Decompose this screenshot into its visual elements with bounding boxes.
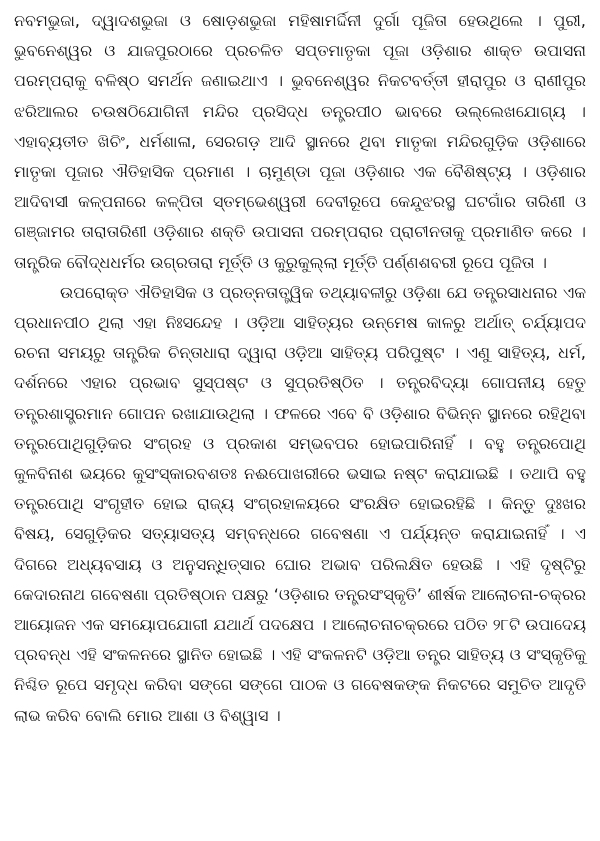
paragraph-2: ଉପରୋକ୍ତ ଐତିହାସିକ ଓ ପ୍ରତ୍ନତାତ୍ତ୍ୱିକ ତଥ୍ୟାବଳୀରୁ ଓଡ଼ିଶା ଯେ ତନ୍ତ୍ରସାଧନାର ଏକ ପ୍ରଧାନପୀଠ ଥିଲା ଏହା ନିଃସନ୍ଦେହ । ଓଡ଼ିଆ ସାହିତ୍ୟର ଉନ୍ମେଷ କାଳରୁ ଅର୍ଥାତ୍ ଚର୍ଯ୍ୟାପଦ ରଚନା ସମୟରୁ ତାନ୍ତ୍ରିକ ଚିନ୍ତାଧାରା ଦ୍ୱାରା ଓଡ଼ିଆ ସାହିତ୍ୟ ପରିପୁଷ୍ଟ । ଏଣୁ ସାହିତ୍ୟ, ଧର୍ମ, ଦର୍ଶନରେ ଏହାର ପ୍ରଭାବ ସୁସ୍ପଷ୍ଟ ଓ ସୁପ୍ରତିଷ୍ଠିତ । ତନ୍ତ୍ରବିଦ୍ୟା ଗୋପନୀୟ ହେତୁ ତନ୍ତ୍ରଶାସ୍ତ୍ରମାନ ଗୋପନ ରଖାଯାଉଥିଲା । ଫଳରେ ଏବେ ବି ଓଡ଼ିଶାର ବିଭିନ୍ନ ସ୍ଥାନରେ ରହିଥିବା ତନ୍ତ୍ରପୋଥିଗୁଡ଼ିକର ସଂଗ୍ରହ ଓ ପ୍ରକାଶ ସମ୍ଭବପର ହୋଇପାରିନାହିଁ । ବହୁ ତନ୍ତ୍ରପୋଥି କୁଳବିନାଶ ଭୟରେ କୁସଂସ୍କାରବଶତଃ ନଈପୋଖରୀରେ ଭସାଇ ନଷ୍ଟ କରାଯାଇଛି । ତଥାପି ବହୁ ତନ୍ତ୍ରପୋଥି ସଂଗୃହୀତ ହୋଇ ରାଜ୍ୟ ସଂଗ୍ରହାଳୟରେ ସଂରକ୍ଷିତ ହୋଇରହିଛି । କିନ୍ତୁ ଦୁଃଖର ବିଷୟ, ସେଗୁଡ଼ିକର ସତ୍ୟାସତ୍ୟ ସମ୍ବନ୍ଧରେ ଗବେଷଣା ଏ ପର୍ଯ୍ୟନ୍ତ କରାଯାଇନାହିଁ । ଏ ଦିଗରେ ଅଧ୍ୟବସାୟ ଓ ଅନୁସନ୍ଧିତ୍ସାର ଘୋର ଅଭାବ ପରିଲକ୍ଷିତ ହେଉଛି । ଏହି ଦୃଷ୍ଟିରୁ କେଦାରନାଥ ଗବେଷଣା ପ୍ରତିଷ୍ଠାନ ପକ୍ଷରୁ ‘ଓଡ଼ିଶାର ତନ୍ତ୍ରସଂସ୍କୃତି’ ଶୀର୍ଷକ ଆଲୋଚନା-ଚକ୍ରର ଆୟୋଜନ ଏକ ସମୟୋପଯୋଗୀ ଯଥାର୍ଥ ପଦକ୍ଷେପ । ଆଲୋଚନାଚକ୍ରରେ ପଠିତ ୨୮ଟି ଉପାଦେୟ ପ୍ରବନ୍ଧ ଏହି ସଂକଳନରେ ସ୍ଥାନିତ ହୋଇଛି । ଏହି ସଂକଳନଟି ଓଡ଼ିଆ ତନ୍ତ୍ର ସାହିତ୍ୟ ଓ ସଂସ୍କୃତିକୁ ନିଶ୍ଚିତ ରୂପେ ସମୃଦ୍ଧ କରିବା ସଙ୍ଗେ ସଙ୍ଗେ ପାଠକ ଓ ଗବେଷକଙ୍କ ନିକଟରେ ସମୁଚିତ ଆଦୃତି ଲାଭ କରିବ ବୋଲି ମୋର ଆଶା ଓ ବିଶ୍ୱାସ । <box>14 282 586 725</box>
paragraph-1: ନବମଭୁଜା, ଦ୍ୱାଦଶଭୁଜା ଓ ଷୋଡ଼ଶଭୁଜା ମହିଷାମର୍ଦ୍ଦିନୀ ଦୁର୍ଗା ପୂଜିତା ହେଉଥିଲେ । ପୁରୀ, ଭୁବନେଶ୍ୱର ଓ ଯାଜପୁରଠାରେ ପ୍ରଚଳିତ ସପ୍ତମାତୃକା ପୂଜା ଓଡ଼ିଶାର ଶାକ୍ତ ଉପାସନା ପରମ୍ପରାକୁ ବଳିଷ୍ଠ ସମର୍ଥନ ଜଣାଇଥାଏ । ଭୁବନେଶ୍ୱର ନିକଟବର୍ତ୍ତୀ ହୀରାପୁର ଓ ରାଣୀପୁର ଝରିଆଲର ଚଉଷଠିଯୋଗିନୀ ମନ୍ଦିର ପ୍ରସିଦ୍ଧ ତନ୍ତ୍ରପୀଠ ଭାବରେ ଉଲ୍ଲେଖଯୋଗ୍ୟ । ଏହାବ୍ୟତୀତ ଖିଚିଂ, ଧର୍ମଶାଳା, ସେରଗଡ଼ ଆଦି ସ୍ଥାନରେ ଥିବା ମାତୃକା ମନ୍ଦିରଗୁଡ଼ିକ ଓଡ଼ିଶାରେ ମାତୃକା ପୂଜାର ଐତିହାସିକ ପ୍ରମାଣ । ଚାମୁଣ୍ଡା ପୂଜା ଓଡ଼ିଶାର ଏକ ବୈଶିଷ୍ଟ୍ୟ । ଓଡ଼ିଶାର ଆଦିବାସୀ କଳ୍ପନାରେ କଳ୍ପିତା ସ୍ତମ୍ଭେଶ୍ୱରୀ ଦେବୀରୂପେ କେନ୍ଦୁଝରସ୍ଥ ଘଟଗାଁର ତାରିଣୀ ଓ ଗଞ୍ଜାମର ତାରାତାରିଣୀ ଓଡ଼ିଶାର ଶକ୍ତି ଉପାସନା ପରମ୍ପରାର ପ୍ରାଚୀନତାକୁ ପ୍ରମାଣିତ କରେ । ତାନ୍ତ୍ରିକ ବୌଦ୍ଧଧର୍ମର ଉଗ୍ରତାରା ମୂର୍ତ୍ତି ଓ କୁରୁକୁଲ୍ଲା ମୂର୍ତ୍ତି ପର୍ଣ୍ଣଶବରୀ ରୂପେ ପୂଜିତା । <box>14 11 586 272</box>
